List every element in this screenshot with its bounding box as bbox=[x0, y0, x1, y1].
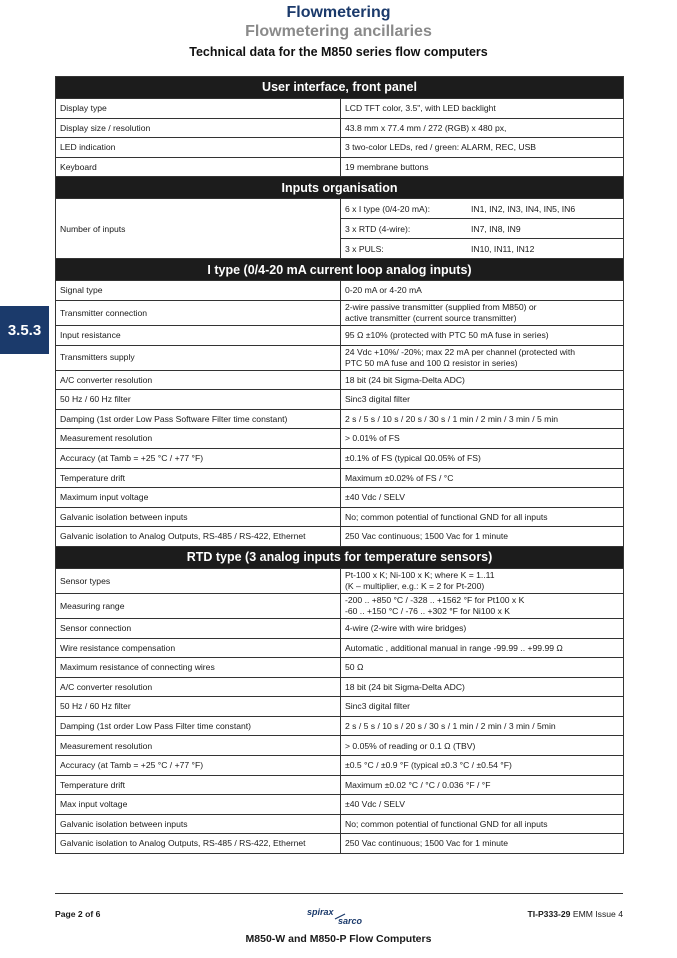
value-line: Pt-100 x K; Ni-100 x K; where K = 1..11 bbox=[345, 570, 495, 581]
table-row bbox=[56, 814, 624, 834]
section-header-ui bbox=[56, 77, 624, 99]
table-row bbox=[56, 370, 624, 390]
table-row bbox=[56, 527, 624, 547]
value-line: PTC 50 mA fuse and 100 Ω resistor in series) bbox=[345, 357, 518, 368]
section-title: Inputs organisation bbox=[56, 177, 624, 199]
row-value bbox=[341, 448, 624, 468]
value-line: ±0.1% of FS (typical Ω0.05% of FS) bbox=[345, 452, 481, 463]
table-row bbox=[56, 448, 624, 468]
row-value bbox=[341, 468, 624, 488]
section-header-rtd bbox=[56, 546, 624, 568]
row-value bbox=[341, 409, 624, 429]
doc-issue: EMM Issue 4 bbox=[572, 909, 623, 919]
row-value bbox=[341, 618, 624, 638]
row-value bbox=[341, 507, 624, 527]
row-value bbox=[341, 527, 624, 547]
value-line: 19 membrane buttons bbox=[345, 161, 429, 172]
row-label: Display type bbox=[56, 99, 341, 119]
row-value bbox=[341, 118, 624, 138]
value-line: -60 .. +150 °C / -76 .. +302 °F for Ni100 x K bbox=[345, 605, 510, 616]
value-line: 43.8 mm x 77.4 mm / 272 (RGB) x 480 px, bbox=[345, 122, 507, 133]
row-label: Input resistance bbox=[56, 325, 341, 345]
input-type: 3 x PULS: bbox=[345, 243, 384, 254]
table-row bbox=[56, 507, 624, 527]
row-label: Temperature drift bbox=[56, 775, 341, 795]
row-label: Maximum input voltage bbox=[56, 488, 341, 508]
row-label: Wire resistance compensation bbox=[56, 638, 341, 658]
table-row bbox=[56, 300, 624, 325]
row-value bbox=[341, 593, 624, 618]
footer-divider bbox=[55, 893, 623, 894]
table-row bbox=[56, 325, 624, 345]
table-row bbox=[56, 281, 624, 301]
row-label: A/C converter resolution bbox=[56, 677, 341, 697]
row-value bbox=[341, 756, 624, 776]
row-label: Measurement resolution bbox=[56, 736, 341, 756]
row-value bbox=[341, 429, 624, 449]
row-value bbox=[341, 488, 624, 508]
table-row bbox=[56, 716, 624, 736]
row-value bbox=[341, 99, 624, 119]
table-row bbox=[56, 834, 624, 854]
label-text: Accuracy (at Tamb = +25 °C / +77 °F) bbox=[60, 452, 204, 463]
section-tab: 3.5.3 bbox=[0, 306, 49, 354]
row-value bbox=[341, 677, 624, 697]
row-value bbox=[341, 814, 624, 834]
input-group bbox=[341, 218, 623, 238]
value-line: 3 two-color LEDs, red / green: ALARM, REC, USB bbox=[345, 142, 537, 153]
value-line: Automatic , additional manual in range -99.99 .. +99.99 Ω bbox=[345, 642, 563, 653]
value-line: No; common potential of functional GND for all inputs bbox=[345, 511, 548, 522]
row-value bbox=[341, 138, 624, 158]
page-subtitle: Flowmetering ancillaries bbox=[245, 23, 432, 40]
spirax-sarco-logo bbox=[305, 905, 375, 927]
value-line: 250 Vac continuous; 1500 Vac for 1 minute bbox=[345, 838, 509, 849]
row-value bbox=[341, 370, 624, 390]
doc-reference bbox=[527, 909, 623, 919]
table-row bbox=[56, 345, 624, 370]
page-title: Flowmetering bbox=[286, 4, 391, 21]
value-line: 2 s / 5 s / 10 s / 20 s / 30 s / 1 min / 2 min / 3 min / 5 min bbox=[345, 413, 559, 424]
table-row bbox=[56, 390, 624, 410]
value-line: ±40 Vdc / SELV bbox=[345, 799, 405, 810]
section-title: I type (0/4-20 mA current loop analog inputs) bbox=[56, 259, 624, 281]
value-line: 0-20 mA or 4-20 mA bbox=[345, 285, 422, 296]
row-label: 50 Hz / 60 Hz filter bbox=[56, 390, 341, 410]
table-row bbox=[56, 468, 624, 488]
row-label: Temperature drift bbox=[56, 468, 341, 488]
row-value bbox=[341, 638, 624, 658]
value-line: 2 s / 5 s / 10 s / 20 s / 30 s / 1 min / 2 min / 3 min / 5min bbox=[345, 720, 556, 731]
row-label: A/C converter resolution bbox=[56, 370, 341, 390]
value-line: Sinc3 digital filter bbox=[345, 394, 410, 405]
table-row bbox=[56, 593, 624, 618]
input-channels: IN10, IN11, IN12 bbox=[471, 243, 535, 254]
value-line: 250 Vac continuous; 1500 Vac for 1 minute bbox=[345, 531, 509, 542]
value-line: 95 Ω ±10% (protected with PTC 50 mA fuse in series) bbox=[345, 330, 549, 341]
value-line: ±0.5 °C / ±0.9 °F (typical ±0.3 °C / ±0.54 °F) bbox=[345, 760, 512, 771]
table-row bbox=[56, 618, 624, 638]
value-line: Sinc3 digital filter bbox=[345, 701, 410, 712]
value-line: (K – multiplier, e.g.: K = 2 for Pt-200) bbox=[345, 580, 485, 591]
logo-text-1: spirax bbox=[307, 907, 334, 917]
row-value bbox=[341, 834, 624, 854]
row-value bbox=[341, 775, 624, 795]
value-line: 4-wire (2-wire with wire bridges) bbox=[345, 622, 467, 633]
table-row bbox=[56, 157, 624, 177]
table-row bbox=[56, 795, 624, 815]
doc-code: TI-P333-29 bbox=[527, 909, 571, 919]
section-title: RTD type (3 analog inputs for temperature sensors) bbox=[56, 546, 624, 568]
input-channels: IN1, IN2, IN3, IN4, IN5, IN6 bbox=[471, 203, 576, 214]
value-line: LCD TFT color, 3.5", with LED backlight bbox=[345, 103, 496, 114]
table-row bbox=[56, 638, 624, 658]
row-label: Measuring range bbox=[56, 593, 341, 618]
value-line: > 0.01% of FS bbox=[345, 433, 400, 444]
row-label: Damping (1st order Low Pass Filter time constant) bbox=[56, 716, 341, 736]
row-label: Sensor connection bbox=[56, 618, 341, 638]
page-number: Page 2 of 6 bbox=[55, 909, 101, 919]
row-label: Maximum resistance of connecting wires bbox=[56, 658, 341, 678]
row-label: Transmitter connection bbox=[56, 300, 341, 325]
row-label: Display size / resolution bbox=[56, 118, 341, 138]
logo-text-2: sarco bbox=[338, 916, 363, 926]
table-row bbox=[56, 118, 624, 138]
row-label bbox=[56, 448, 341, 468]
row-label: Transmitters supply bbox=[56, 345, 341, 370]
label-text: Accuracy (at Tamb = +25 °C / +77 °F) bbox=[60, 760, 204, 771]
row-label: Damping (1st order Low Pass Software Filter time constant) bbox=[56, 409, 341, 429]
row-label: Signal type bbox=[56, 281, 341, 301]
table-row bbox=[56, 409, 624, 429]
table-row bbox=[56, 429, 624, 449]
table-row-inputs bbox=[56, 199, 624, 259]
table-row bbox=[56, 138, 624, 158]
row-label: Sensor types bbox=[56, 568, 341, 593]
table-row bbox=[56, 775, 624, 795]
table-row bbox=[56, 677, 624, 697]
product-name: M850-W and M850-P Flow Computers bbox=[245, 933, 432, 945]
row-label: Galvanic isolation between inputs bbox=[56, 814, 341, 834]
value-line: active transmitter (current source transmitter) bbox=[345, 312, 517, 323]
value-line: ±40 Vdc / SELV bbox=[345, 492, 405, 503]
row-value bbox=[341, 795, 624, 815]
row-label: Galvanic isolation to Analog Outputs, RS-485 / RS-422, Ethernet bbox=[56, 834, 341, 854]
row-value bbox=[341, 390, 624, 410]
table-row bbox=[56, 568, 624, 593]
table-row bbox=[56, 488, 624, 508]
page-heading: Technical data for the M850 series flow computers bbox=[189, 45, 488, 59]
table-row bbox=[56, 99, 624, 119]
row-value bbox=[341, 736, 624, 756]
value-line: 2-wire passive transmitter (supplied from M850) or bbox=[345, 302, 537, 313]
row-value bbox=[341, 325, 624, 345]
row-value bbox=[341, 281, 624, 301]
input-channels: IN7, IN8, IN9 bbox=[471, 223, 521, 234]
value-line: 18 bit (24 bit Sigma-Delta ADC) bbox=[345, 374, 465, 385]
row-label: Max input voltage bbox=[56, 795, 341, 815]
row-value bbox=[341, 716, 624, 736]
row-label: 50 Hz / 60 Hz filter bbox=[56, 697, 341, 717]
row-label bbox=[56, 756, 341, 776]
value-line: Maximum ±0.02 °C / °C / 0.036 °F / °F bbox=[345, 779, 491, 790]
spec-table bbox=[55, 76, 624, 854]
value-line: 24 Vdc +10%/ -20%; max 22 mA per channel (protected with bbox=[345, 347, 576, 358]
section-title: User interface, front panel bbox=[56, 77, 624, 99]
value-line: Maximum ±0.02% of FS / °C bbox=[345, 472, 454, 483]
input-type: 6 x I type (0/4-20 mA): bbox=[345, 203, 431, 214]
value-line: 50 Ω bbox=[345, 662, 364, 673]
row-value bbox=[341, 568, 624, 593]
value-line: > 0.05% of reading or 0.1 Ω (TBV) bbox=[345, 740, 476, 751]
section-header-inputs bbox=[56, 177, 624, 199]
row-value bbox=[341, 697, 624, 717]
table-row bbox=[56, 697, 624, 717]
row-value bbox=[341, 157, 624, 177]
value-line: -200 .. +850 °C / -328 .. +1562 °F for Pt100 x K bbox=[345, 595, 525, 606]
value-line: No; common potential of functional GND for all inputs bbox=[345, 818, 548, 829]
row-label: Galvanic isolation to Analog Outputs, RS-485 / RS-422, Ethernet bbox=[56, 527, 341, 547]
row-label: LED indication bbox=[56, 138, 341, 158]
input-group bbox=[341, 238, 623, 258]
section-header-itype bbox=[56, 259, 624, 281]
row-label: Number of inputs bbox=[56, 199, 341, 259]
row-value bbox=[341, 658, 624, 678]
row-value bbox=[341, 345, 624, 370]
inputs-list bbox=[341, 199, 624, 259]
row-label: Galvanic isolation between inputs bbox=[56, 507, 341, 527]
row-label: Keyboard bbox=[56, 157, 341, 177]
input-type: 3 x RTD (4-wire): bbox=[345, 223, 411, 234]
row-value bbox=[341, 300, 624, 325]
table-row bbox=[56, 736, 624, 756]
table-row bbox=[56, 756, 624, 776]
row-label: Measurement resolution bbox=[56, 429, 341, 449]
table-row bbox=[56, 658, 624, 678]
value-line: 18 bit (24 bit Sigma-Delta ADC) bbox=[345, 681, 465, 692]
input-group bbox=[341, 199, 623, 218]
